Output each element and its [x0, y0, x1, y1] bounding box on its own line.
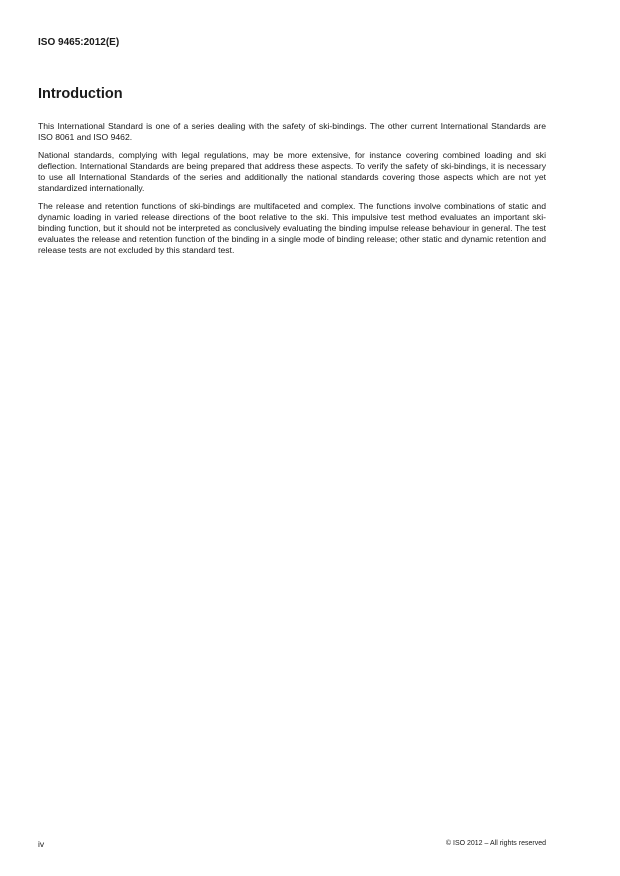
section-body [38, 121, 546, 263]
document-identifier: ISO 9465:2012(E) [38, 37, 120, 48]
section-title: Introduction [38, 86, 123, 102]
page-number: iv [38, 839, 45, 849]
paragraph-2: National standards, complying with legal regulations, may be more extensive, for instance covering combined loading and ski deflection. International Standards are being prepared that address these aspects. To verify the safety of ski-bindings, it is necessary to use all International Standards of the series and additionally the national standards covering those aspects which are not yet standardized internationally. [38, 150, 546, 193]
paragraph-3: The release and retention functions of ski-bindings are multifaceted and complex. The functions involve combinations of static and dynamic loading in varied release directions of the boot relative to the ski. This impulsive test method evaluates an important ski-binding function, but it should not be interpreted as conclusively evaluating the binding impulse release behaviour in general. The test evaluates the release and retention function of the binding in a single mode of binding release; other static and dynamic retention and release tests are not excluded by this standard test. [38, 201, 546, 255]
copyright-notice: © ISO 2012 – All rights reserved [445, 840, 546, 847]
paragraph-1: This International Standard is one of a series dealing with the safety of ski-bindings. The other current International Standards are ISO 8061 and ISO 9462. [38, 121, 546, 142]
